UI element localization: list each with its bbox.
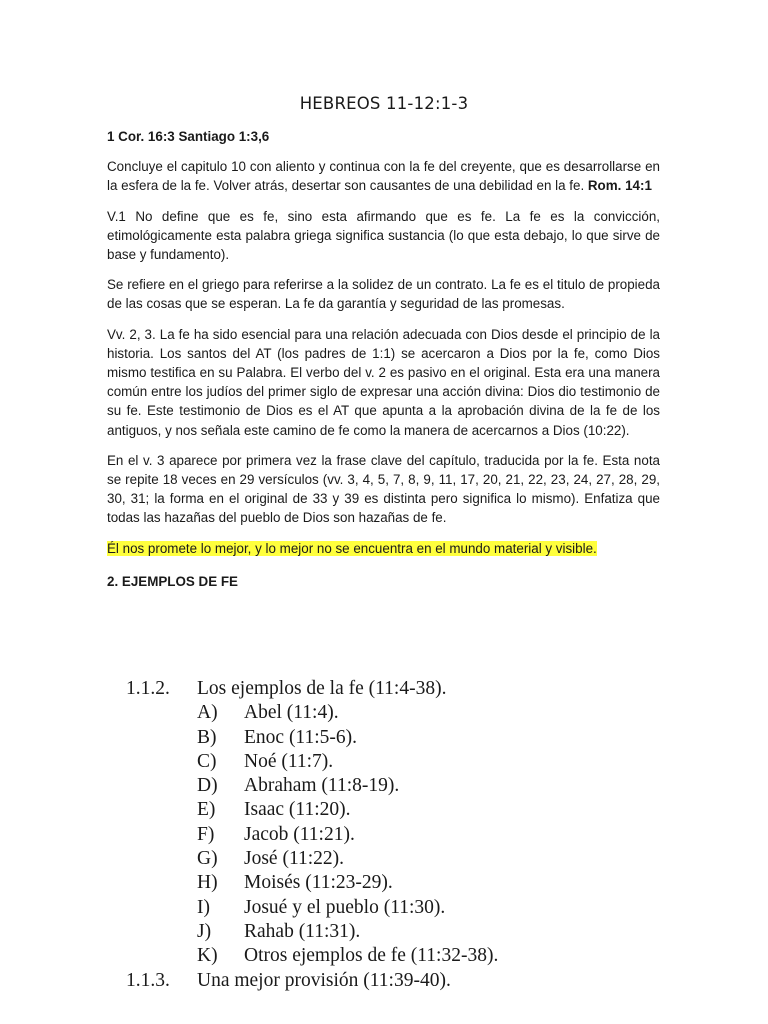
- paragraph-contract: Se refiere en el griego para referirse a la solidez de un contrato. La fe es el titulo de propieda de las cosas que se esperan. La fe da garantía y seguridad de las promesas.: [107, 277, 660, 312]
- outline-item: [126, 969, 686, 993]
- subitem-text: Abel (11:4).: [244, 702, 339, 724]
- outline-item: [126, 677, 686, 701]
- subitem-letter: I): [197, 896, 210, 918]
- outline-subitem: [126, 920, 686, 944]
- outline-subitem: [126, 798, 686, 822]
- outline-subitem: [126, 774, 686, 798]
- outline-number: 1.1.3.: [126, 969, 170, 991]
- subitem-text: Otros ejemplos de fe (11:32-38).: [244, 945, 499, 967]
- outline-subitem: [126, 823, 686, 847]
- paragraph-intro-text: Concluye el capitulo 10 con aliento y continua con la fe del creyente, que es desarrollarse en la esfera de la fe. Volver atrás, desertar son causantes de una debilidad en la fe.: [107, 159, 660, 194]
- subitem-text: Isaac (11:20).: [244, 799, 351, 821]
- outline-subitem: [126, 726, 686, 750]
- subitem-letter: J): [197, 920, 212, 942]
- highlighted-paragraph: [107, 539, 660, 558]
- subitem-text: Jacob (11:21).: [244, 823, 355, 845]
- document-body: [107, 127, 660, 591]
- subitem-letter: G): [197, 848, 218, 870]
- paragraph-intro: [107, 157, 660, 195]
- outline-subitem: [126, 701, 686, 725]
- outline-subitem: [126, 750, 686, 774]
- subitem-letter: D): [197, 775, 218, 797]
- subitem-text: Josué y el pueblo (11:30).: [244, 896, 446, 918]
- subitem-text: Enoc (11:5-6).: [244, 726, 357, 748]
- subitem-text: José (11:22).: [244, 848, 345, 870]
- outline-list: [126, 677, 686, 993]
- paragraph-verse-1: V.1 No define que es fe, sino esta afirmando que es fe. La fe es la convicción, etimológicamente esta palabra griega significa sustancia (lo que esta debajo, lo que sirve de base y fundamento).: [107, 208, 660, 263]
- outline-subitem: [126, 944, 686, 968]
- subitem-text: Noé (11:7).: [244, 750, 334, 772]
- outline-subitem: [126, 847, 686, 871]
- outline-text: Los ejemplos de la fe (11:4-38).: [197, 678, 447, 699]
- subitem-letter: H): [197, 872, 218, 894]
- section-heading: 2. EJEMPLOS DE FE: [107, 573, 238, 589]
- subitem-letter: C): [197, 750, 217, 772]
- highlighted-text: Él nos promete lo mejor, y lo mejor no se encuentra en el mundo material y visible.: [107, 540, 597, 556]
- subitem-letter: K): [197, 945, 218, 967]
- page-title: HEBREOS 11-12:1-3: [299, 94, 469, 113]
- subitem-letter: A): [197, 702, 218, 724]
- paragraph-intro-reference: Rom. 14:1: [587, 178, 652, 194]
- subitem-text: Abraham (11:8-19).: [244, 775, 400, 797]
- paragraph-verses-2-3: Vv. 2, 3. La fe ha sido esencial para una relación adecuada con Dios desde el principio de la historia. Los santos del AT (los padres de 1:1) se acercaron a Dios por la fe, como Dios mismo testifica en su Palabra. El verbo del v. 2 es pasivo en el original. Esta era una manera común entre los judíos del primer siglo de expresar una acción divina: Dios dio testimonio de su fe. Este testimonio de Dios es el AT que apunta a la aprobación divina de la fe de los antiguos, y nos señala este camino de fe como la manera de acercarnos a Dios (10:22).: [107, 326, 660, 438]
- outline-subitem: [126, 871, 686, 895]
- paragraph-verse-3: En el v. 3 aparece por primera vez la frase clave del capítulo, traducida por la fe. Esta nota se repite 18 veces en 29 versículos (vv. 3, 4, 5, 7, 8, 9, 11, 17, 20, 21, 22, 23, 24, 27, 28, 29, 30, 31; la forma en el original de 33 y 39 es distinta pero significa lo mismo). Enfatiza que todas las hazañas del pueblo de Dios son hazañas de fe.: [107, 452, 660, 526]
- outline-text: Una mejor provisión (11:39-40).: [197, 969, 451, 991]
- subitem-letter: B): [197, 726, 217, 748]
- subitem-text: Rahab (11:31).: [244, 920, 361, 942]
- scripture-references: 1 Cor. 16:3 Santiago 1:3,6: [107, 129, 270, 144]
- subitem-letter: E): [197, 799, 216, 821]
- outline-number: 1.1.2.: [126, 678, 170, 699]
- outline-subitem: [126, 896, 686, 920]
- subitem-letter: F): [197, 823, 215, 845]
- subitem-text: Moisés (11:23-29).: [244, 872, 393, 894]
